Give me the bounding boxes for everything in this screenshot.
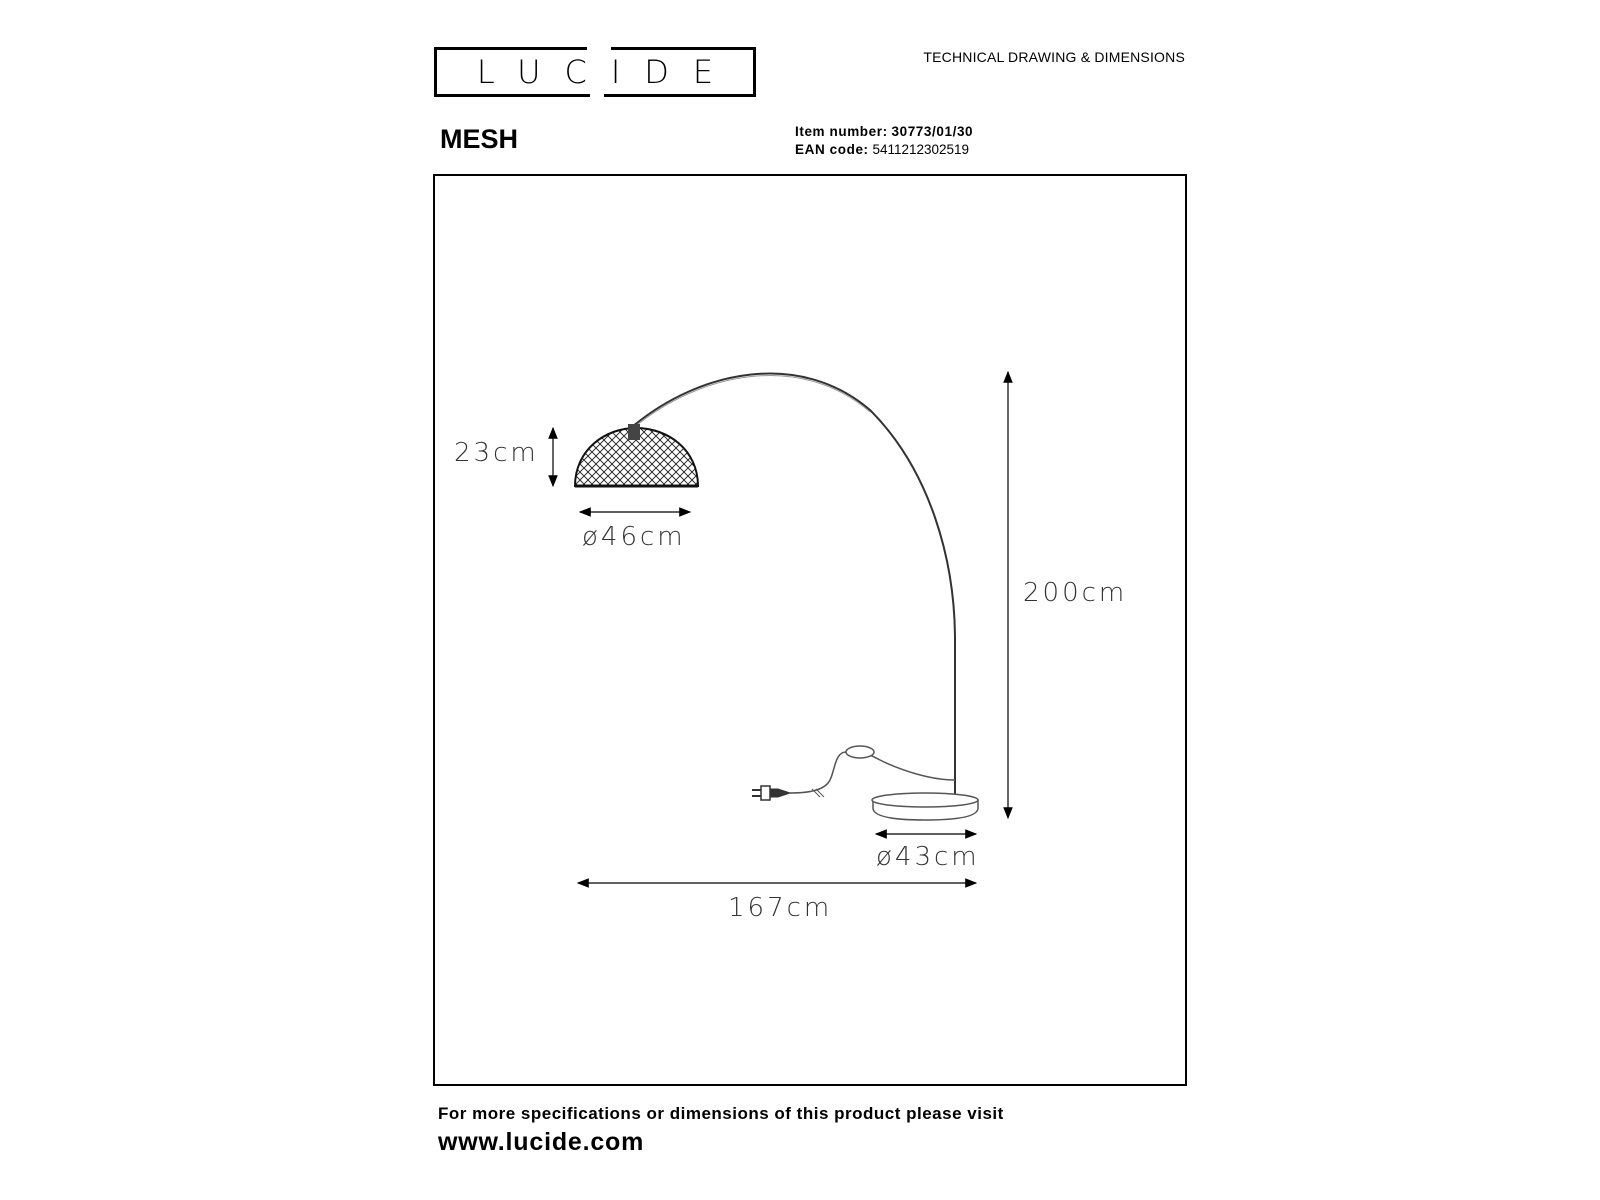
ean-value: 5411212302519 (872, 142, 970, 157)
shade-diameter-label: ø46cm (582, 522, 686, 552)
footer-info-text: For more specifications or dimensions of this product please visit (438, 1104, 1004, 1123)
item-number-label: Item number: (795, 124, 888, 139)
product-name: MESH (440, 124, 519, 154)
footer-website-link[interactable]: www.lucide.com (438, 1128, 645, 1156)
item-number-value: 30773/01/30 (891, 124, 974, 139)
mesh-shade (575, 424, 698, 486)
total-height-label: 200cm (1023, 578, 1128, 608)
power-cable (752, 746, 955, 800)
ean-label: EAN code: (795, 142, 869, 157)
shade-height-label: 23cm (454, 438, 539, 468)
total-reach-label: 167cm (728, 893, 833, 923)
lamp-base (872, 793, 978, 820)
lamp-arc (632, 374, 955, 800)
base-diameter-label: ø43cm (876, 842, 980, 872)
document-type-title: TECHNICAL DRAWING & DIMENSIONS (923, 49, 1185, 65)
logo-text: LUCIDE (476, 53, 738, 91)
